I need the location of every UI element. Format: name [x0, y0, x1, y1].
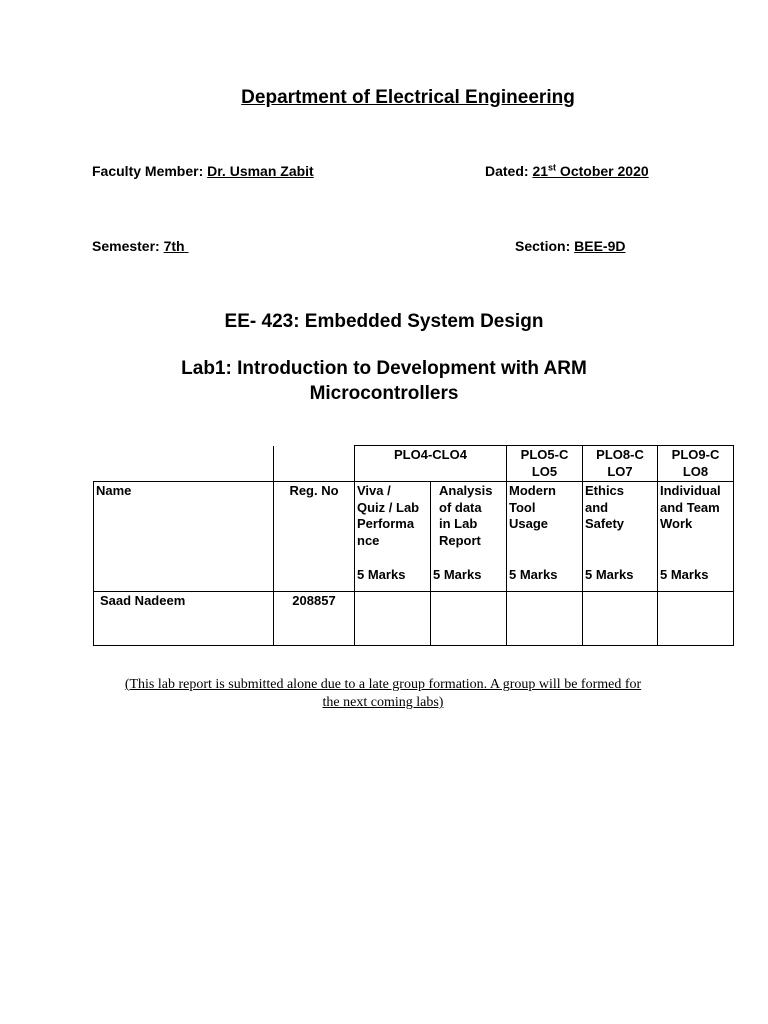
department-title: Department of Electrical Engineering [241, 87, 575, 108]
semester-row [92, 238, 188, 254]
table-group-header-row [94, 446, 734, 482]
score-cell [658, 592, 734, 646]
note-line1: (This lab report is submitted alone due to a late group formation. A group will be formed for [124, 677, 642, 692]
assessment-table [93, 445, 734, 646]
col-header-reg: Reg. No [274, 482, 355, 592]
section-label: Section: [515, 238, 571, 254]
group-header-plo8: PLO8-CLO7 [583, 446, 658, 482]
col-header-name: Name [94, 482, 274, 592]
dated-value [532, 163, 648, 179]
criterion-modern-tool: Modern Tool Usage 5 Marks [507, 482, 583, 592]
score-cell [583, 592, 658, 646]
dated-row [485, 163, 649, 179]
student-name: Saad Nadeem [94, 592, 274, 646]
group-header-plo9: PLO9-CLO8 [658, 446, 734, 482]
criterion-ethics: Ethics and Safety 5 Marks [583, 482, 658, 592]
faculty-row [92, 163, 314, 179]
section-value: BEE-9D [574, 238, 626, 254]
marks-label: 5 Marks [660, 567, 709, 582]
lab-title [134, 356, 634, 406]
criterion-teamwork: Individual and Team Work 5 Marks [658, 482, 734, 592]
course-title: EE- 423: Embedded System Design [224, 311, 544, 332]
dated-day: 21 [532, 163, 549, 179]
marks-label: 5 Marks [357, 567, 406, 582]
dated-suffix: st [548, 162, 557, 173]
score-cell [431, 592, 507, 646]
lab-title-line2: Microcontrollers [309, 383, 459, 404]
dated-rest: October 2020 [556, 163, 649, 179]
marks-label: 5 Marks [509, 567, 558, 582]
dated-label: Dated: [485, 163, 529, 179]
marks-label: 5 Marks [585, 567, 634, 582]
faculty-value: Dr. Usman Zabit [207, 163, 314, 179]
criterion-viva: Viva / Quiz / Lab Performa nce 5 Marks [355, 482, 431, 592]
student-reg: 208857 [274, 592, 355, 646]
submission-note [93, 676, 673, 712]
group-header-plo4: PLO4-CLO4 [355, 446, 507, 482]
table-row [94, 592, 734, 646]
semester-value: 7th [163, 238, 185, 254]
criterion-analysis: Analysis of data in Lab Report 5 Marks [431, 482, 507, 592]
marks-label: 5 Marks [433, 567, 482, 582]
score-cell [507, 592, 583, 646]
semester-label: Semester: [92, 238, 160, 254]
group-header-plo5: PLO5-CLO5 [507, 446, 583, 482]
section-row [515, 238, 625, 254]
faculty-label: Faculty Member: [92, 163, 204, 179]
note-line2: the next coming labs) [322, 695, 444, 710]
lab-title-line1: Lab1: Introduction to Development with ARM [181, 358, 587, 379]
table-blank-cell [94, 446, 274, 482]
table-criteria-row [94, 482, 734, 592]
table-blank-cell [274, 446, 355, 482]
score-cell [355, 592, 431, 646]
